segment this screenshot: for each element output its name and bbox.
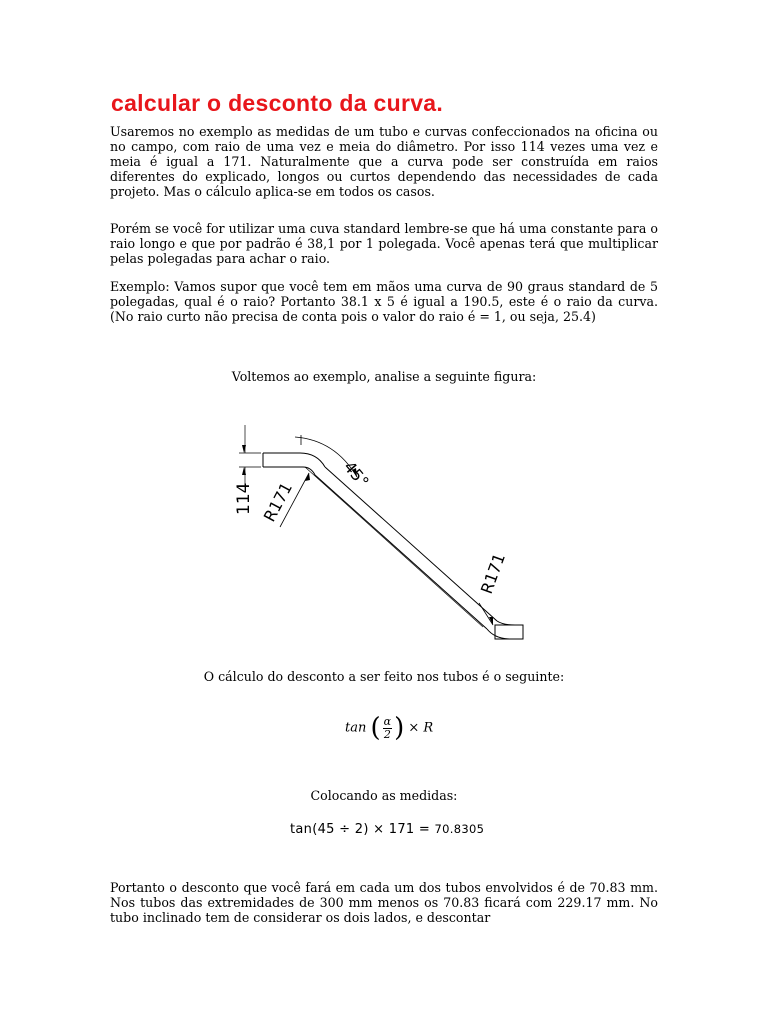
- paragraph-example: Exemplo: Vamos supor que você tem em mãos uma curva de 90 graus standard de 5 polegadas, qual é o raio? Portanto 38.1 x 5 é igual a 190.5, este é o raio da curva. (No raio curto não precisa de conta pois o valor do raio é = 1, ou seja, 25.4): [110, 279, 658, 324]
- pipe-bend-figure: [225, 415, 545, 645]
- formula-fn: tan: [345, 720, 367, 736]
- formula-denominator: 2: [383, 727, 391, 741]
- measures-caption: Colocando as medidas:: [310, 788, 458, 803]
- page-title: calcular o desconto da curva.: [111, 90, 444, 116]
- paragraph-conclusion: Portanto o desconto que você fará em cada um dos tubos envolvidos é de 70.83 mm. Nos tubos das extremidades de 300 mm menos os 70.83 ficará com 229.17 mm. No tubo inclinado tem de considerar os dois lados, e descontar: [110, 880, 658, 925]
- paragraph-standard: Porém se você for utilizar uma cuva standard lembre-se que há uma constante para o raio longo e que por padrão é 38,1 por 1 polegada. Você apenas terá que multiplicar pelas polegadas para achar o raio.: [110, 221, 658, 266]
- numeric-result: 70.8305: [434, 822, 485, 836]
- radius-top-label: R171: [259, 479, 297, 525]
- radius-bottom-label: R171: [476, 550, 510, 597]
- angle-label: 45°: [339, 457, 373, 492]
- calc-caption: O cálculo do desconto a ser feito nos tubos é o seguinte:: [203, 669, 565, 684]
- numeric-expression: tan(45 ÷ 2) × 171 =: [290, 822, 435, 837]
- numeric-formula: [290, 822, 484, 837]
- formula-numerator: α: [383, 714, 392, 728]
- dimension-114-label: 114: [234, 482, 254, 515]
- tan-formula: tan ( $\frac{\alpha}{2}$ ) × R: [345, 713, 434, 743]
- figure-caption: Voltemos ao exemplo, analise a seguinte figura:: [231, 369, 537, 384]
- paragraph-intro: Usaremos no exemplo as medidas de um tubo e curvas confeccionados na oficina ou no campo, com raio de uma vez e meia do diâmetro. Por isso 114 vezes uma vez e meia é igual a 171. Naturalmente que a curva pode ser construída em raios diferentes do explicado, longos ou curtos dependendo das necessidades de cada projeto. Mas o cálculo aplica-se em todos os casos.: [110, 124, 658, 199]
- formula-tail: × R: [408, 720, 434, 736]
